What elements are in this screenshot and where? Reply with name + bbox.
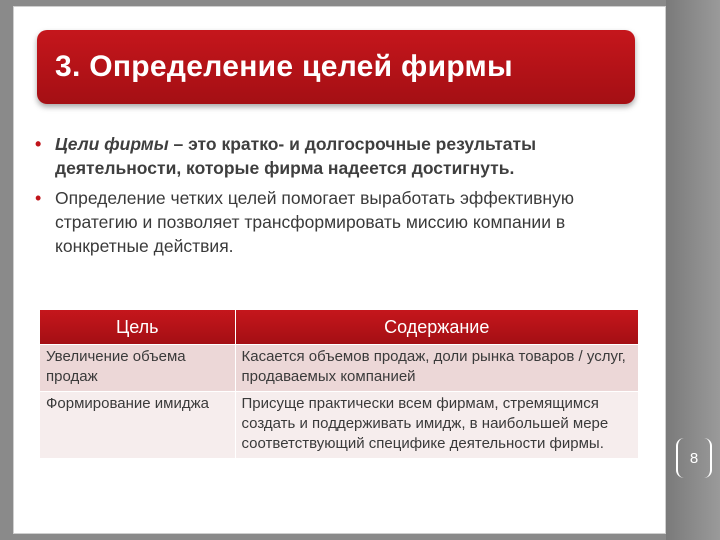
bullet-list bbox=[33, 132, 643, 264]
title-banner bbox=[37, 30, 635, 104]
table-cell-content: Касается объемов продаж, доли рынка товаров / услуг, продаваемых компанией bbox=[235, 345, 638, 392]
table-cell-goal: Формирование имиджа bbox=[40, 392, 235, 459]
table-row bbox=[40, 345, 638, 392]
bullet-icon: • bbox=[35, 134, 42, 154]
bullet-text: – это кратко- и долгосрочные результаты деятельности, которые фирма надеется достигнуть. bbox=[55, 134, 537, 178]
bullet-term: Цели фирмы bbox=[55, 134, 169, 154]
table-header-row bbox=[40, 310, 638, 345]
bullet-icon: • bbox=[35, 188, 42, 208]
table-cell-content: Присуще практически всем фирмам, стремящимся создать и поддерживать имидж, в наибольшей мере соответствующий специфике деятельности фирмы. bbox=[235, 392, 638, 459]
goals-table bbox=[40, 310, 638, 458]
table-cell-goal: Увеличение объема продаж bbox=[40, 345, 235, 392]
column-header-goal: Цель bbox=[40, 310, 235, 345]
page-number: 8 bbox=[689, 449, 699, 467]
slide-title: 3. Определение целей фирмы bbox=[55, 50, 513, 83]
page-number-badge bbox=[676, 438, 712, 478]
bullet-item bbox=[33, 132, 643, 180]
bullet-item bbox=[33, 186, 643, 258]
table-row bbox=[40, 392, 638, 459]
column-header-content: Содержание bbox=[235, 310, 638, 345]
bullet-text: Определение четких целей помогает выработать эффективную стратегию и позволяет трансформировать миссию компании в конкретные действия. bbox=[55, 188, 574, 256]
